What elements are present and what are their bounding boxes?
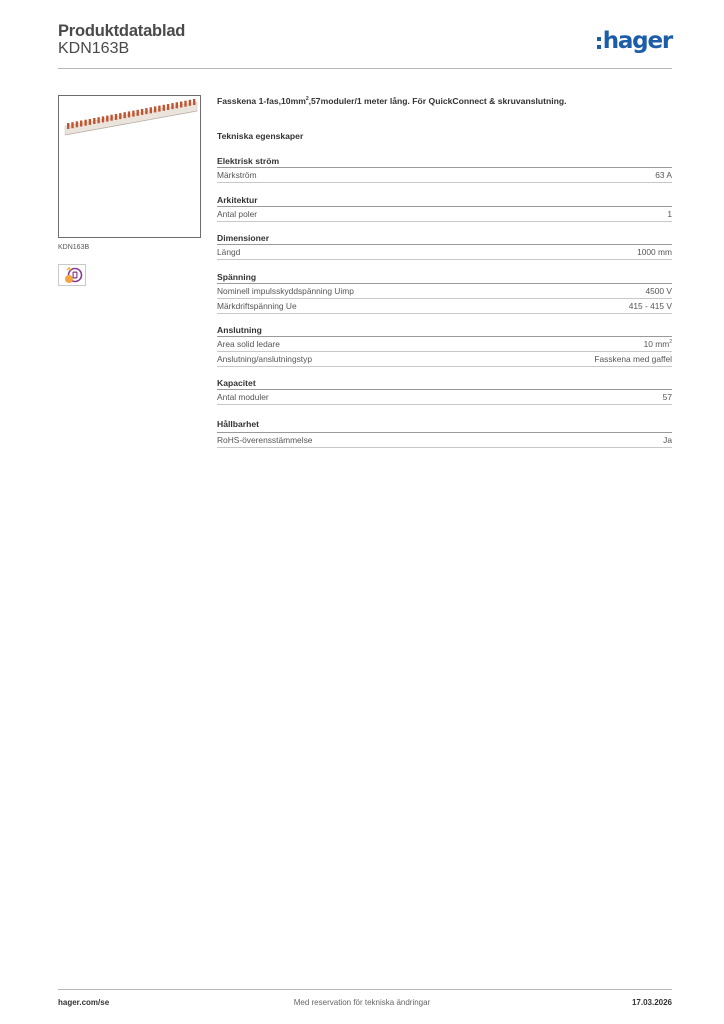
section-title: Hållbarhet <box>217 416 672 433</box>
product-image <box>58 95 201 238</box>
section-title: Arkitektur <box>217 194 672 207</box>
spec-section-electric-current <box>217 155 672 183</box>
spec-value: 63 A <box>655 170 672 180</box>
spec-value: 57 <box>662 392 672 402</box>
spec-section-dimensions <box>217 232 672 260</box>
spec-row <box>217 433 672 448</box>
spec-row <box>217 284 672 299</box>
spec-section-capacity <box>217 377 672 405</box>
spec-value: 1000 mm <box>637 247 672 257</box>
spec-row <box>217 245 672 260</box>
header-divider <box>58 68 672 69</box>
spec-value: Ja <box>663 435 672 445</box>
logo-dots-icon <box>597 37 601 49</box>
spec-value: 10 $mm^2$ <box>643 339 672 349</box>
spec-value: 415 - 415 V <box>628 301 672 311</box>
eco-lifecycle-icon <box>59 265 85 285</box>
section-title: Dimensioner <box>217 232 672 245</box>
footer-website: hager.com/se <box>58 998 110 1007</box>
document-title: Produktdatablad <box>58 22 186 40</box>
footer-divider <box>58 989 672 990</box>
footer-disclaimer: Med reservation för tekniska ändringar <box>293 998 431 1007</box>
spec-value: 1 <box>667 209 672 219</box>
spec-row <box>217 168 672 183</box>
spec-label: RoHS-överensstämmelse <box>217 435 313 445</box>
spec-label: Antal moduler <box>217 392 269 402</box>
spec-label: Märkdriftspänning Ue <box>217 301 297 311</box>
spec-label: Anslutning/anslutningstyp <box>217 354 312 364</box>
image-caption: KDN163B <box>58 244 90 251</box>
product-description: Fasskena $1-fas,10mm^2,57moduler/1$ meter lång. För QuickConnect & skruvanslutning. <box>217 96 567 106</box>
spec-section-architecture <box>217 194 672 222</box>
spec-label: Nominell impulsskyddspänning Uimp <box>217 286 354 296</box>
spec-section-sustainability <box>217 416 672 448</box>
spec-label: Märkström <box>217 170 257 180</box>
busbar-comb-icon <box>59 96 200 237</box>
spec-row <box>217 390 672 405</box>
product-code: KDN163B <box>58 40 130 57</box>
section-title: Elektrisk ström <box>217 155 672 168</box>
page-header <box>58 22 672 70</box>
specifications-panel <box>217 95 672 445</box>
spec-section-voltage <box>217 271 672 314</box>
spec-section-connection <box>217 324 672 367</box>
hager-logo <box>597 28 672 54</box>
logo-text: hager <box>602 27 672 54</box>
footer-date: 17.03.2026 <box>631 998 672 1007</box>
section-title: Anslutning <box>217 324 672 337</box>
spec-label: Längd <box>217 247 241 257</box>
spec-row <box>217 352 672 367</box>
section-title: Spänning <box>217 271 672 284</box>
spec-row <box>217 207 672 222</box>
spec-row <box>217 337 672 352</box>
technical-properties-heading: Tekniska egenskaper <box>217 131 304 141</box>
section-title: Kapacitet <box>217 377 672 390</box>
spec-label: Area solid ledare <box>217 339 280 349</box>
spec-label: Antal poler <box>217 209 258 219</box>
spec-row <box>217 299 672 314</box>
spec-value: 4500 V <box>645 286 672 296</box>
eco-badge <box>58 264 86 286</box>
spec-value: Fasskena med gaffel <box>594 354 672 364</box>
